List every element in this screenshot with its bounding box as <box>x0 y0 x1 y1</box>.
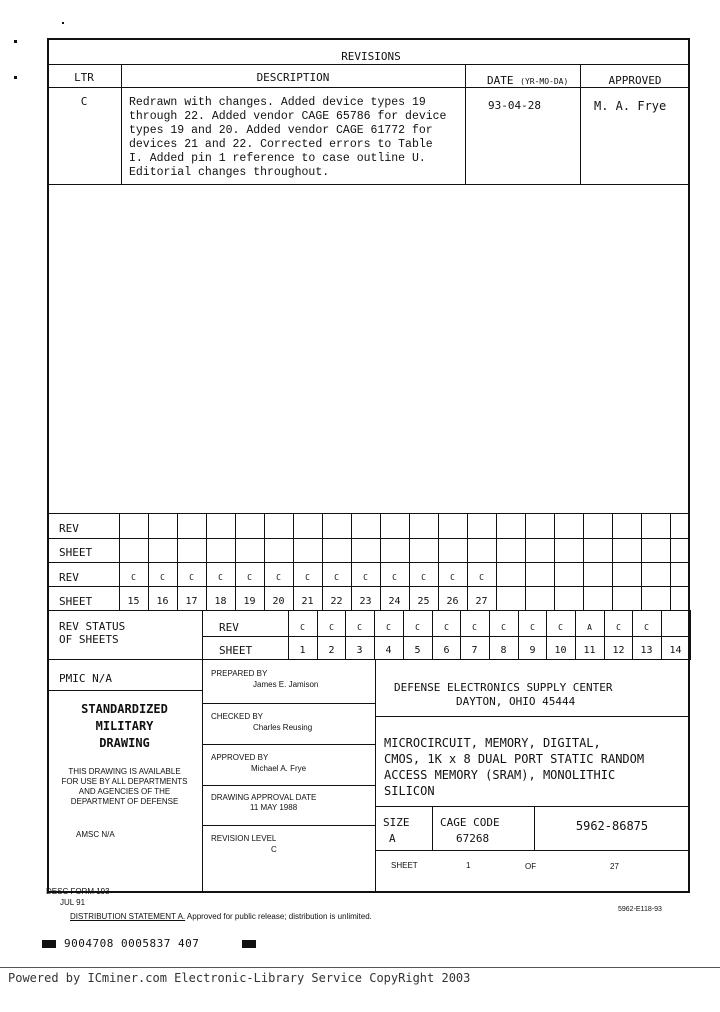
standardized-line-2: MILITARY <box>95 719 154 733</box>
size-label: SIZE <box>383 816 410 829</box>
grid-sheet-cell: 21 <box>301 596 314 607</box>
grid-rev-cell: C <box>472 623 477 632</box>
title-line-3: ACCESS MEMORY (SRAM), MONOLITHIC <box>384 768 616 782</box>
grid-rev-cell: C <box>334 573 339 582</box>
barcode-mark-right <box>242 940 256 948</box>
form-number: DESC FORM 193 <box>46 887 110 896</box>
center-address: DAYTON, OHIO 45444 <box>456 695 576 708</box>
grid-rev-cell: C <box>363 573 368 582</box>
barcode-mark-left <box>42 940 56 948</box>
grid-sheet-cell: 10 <box>554 645 567 656</box>
grid-sheet-cell: 14 <box>669 645 682 656</box>
of-sheets-label: OF SHEETS <box>59 633 119 646</box>
grid-sheet-cell: 13 <box>640 645 653 656</box>
grid-rev-cell: C <box>305 573 310 582</box>
revisions-title: REVISIONS <box>341 50 401 63</box>
amsc-label: AMSC N/A <box>76 830 115 839</box>
approval-date-label: DRAWING APPROVAL DATE <box>211 793 317 802</box>
cage-value: 67268 <box>456 832 490 845</box>
grid-rev-cell: C <box>444 623 449 632</box>
prepared-by-name: James E. Jamison <box>253 680 319 689</box>
revision-level-value: C <box>271 845 277 854</box>
title-line-2: CMOS, 1K x 8 DUAL PORT STATIC RANDOM <box>384 752 645 766</box>
grid-sheet-label-1: SHEET <box>59 546 93 559</box>
description-header: DESCRIPTION <box>256 71 330 84</box>
availability-line-3: AND AGENCIES OF THE <box>78 787 171 796</box>
distribution-statement <box>70 912 372 921</box>
grid-rev-label-2: REV <box>59 571 79 584</box>
grid-rev-cell: C <box>218 573 223 582</box>
grid-sheet-cell: 26 <box>446 596 459 607</box>
barcode-text: 9004708 0005837 407 <box>64 937 200 950</box>
grid-rev-cell: C <box>189 573 194 582</box>
footer-code: 5962-E118-93 <box>618 906 662 913</box>
revision-date: 93-04-28 <box>488 99 541 112</box>
grid-sheet-cell: 22 <box>330 596 343 607</box>
grid-rev-cell: C <box>450 573 455 582</box>
grid-sheet-cell: 11 <box>583 645 596 656</box>
total-sheets: 27 <box>610 862 619 871</box>
grid-sheet-cell: 3 <box>356 645 363 656</box>
rev-status-label: REV STATUS <box>59 620 126 633</box>
grid-rev-cell: C <box>644 623 649 632</box>
prepared-by-label: PREPARED BY <box>211 669 268 678</box>
distribution-label: DISTRIBUTION STATEMENT A. <box>70 912 186 921</box>
grid-sheet-cell: 12 <box>612 645 625 656</box>
grid-rev-cell: C <box>300 623 305 632</box>
checked-by-label: CHECKED BY <box>211 712 264 721</box>
grid-sheet-cell: 7 <box>471 645 478 656</box>
grid-rev-cell: C <box>616 623 621 632</box>
ltr-header: LTR <box>74 71 94 84</box>
standardized-line-3: DRAWING <box>99 736 150 750</box>
approved-by-label: APPROVED BY <box>211 753 269 762</box>
powered-by-footer: Powered by ICminer.com Electronic-Library Service CopyRight 2003 <box>8 971 471 985</box>
date-header: DATE (YR-MO-DA) <box>487 74 569 87</box>
revision-approver: M. A. Frye <box>594 99 667 113</box>
standardized-line-1: STANDARDIZED <box>81 702 168 716</box>
of-label: OF <box>525 862 537 871</box>
grid-sheet-cell: 2 <box>328 645 335 656</box>
revision-description: Redrawn with changes. Added device types 19 through 22. Added vendor CAGE 65786 for device types 19 and 20. Added vendor CAGE 61772 for devices 21 and 22. Corrected errors to Table I. Added pin 1 reference to case outline U. Editorial changes throughout. <box>129 96 447 179</box>
grid-sheet-cell: 9 <box>529 645 536 656</box>
grid-sheet-cell: 1 <box>299 645 306 656</box>
grid-rev-cell: C <box>247 573 252 582</box>
grid-sheet-cell: 20 <box>272 596 285 607</box>
distribution-text: Approved for public release; distribution is unlimited. <box>186 912 372 921</box>
grid-sheet-cell: 8 <box>500 645 507 656</box>
grid-sheet-label-2: SHEET <box>59 595 93 608</box>
approved-header: APPROVED <box>608 74 662 87</box>
grid-sheet-cell: 27 <box>475 596 488 607</box>
grid-rev-cell: C <box>479 573 484 582</box>
grid-sheet-cell: 4 <box>385 645 392 656</box>
grid-sheet-cell: 18 <box>214 596 227 607</box>
size-value: A <box>389 832 396 845</box>
grid-sheet-label-3: SHEET <box>219 644 253 657</box>
grid-rev-label-1: REV <box>59 522 79 535</box>
grid-rev-cell: C <box>160 573 165 582</box>
scan-mark <box>62 22 64 24</box>
grid-rev-cell: C <box>501 623 506 632</box>
document-number: 5962-86875 <box>575 819 649 833</box>
grid-rev-cell: C <box>131 573 136 582</box>
grid-sheet-cell: 25 <box>417 596 430 607</box>
grid-sheet-cell: 24 <box>388 596 401 607</box>
grid-rev-cell: C <box>392 573 397 582</box>
pmic-label: PMIC N/A <box>59 672 112 685</box>
revision-level-label: REVISION LEVEL <box>211 834 277 843</box>
grid-sheet-cell: 5 <box>414 645 421 656</box>
sheet-label: SHEET <box>391 861 418 870</box>
grid-rev-cell: C <box>357 623 362 632</box>
title-line-1: MICROCIRCUIT, MEMORY, DIGITAL, <box>384 736 601 750</box>
approved-by-name: Michael A. Frye <box>251 764 307 773</box>
grid-sheet-cell: 23 <box>359 596 372 607</box>
title-line-4: SILICON <box>384 784 435 798</box>
sheet-number: 1 <box>466 861 471 870</box>
grid-rev-cell: C <box>386 623 391 632</box>
grid-rev-cell: C <box>415 623 420 632</box>
grid-sheet-cell: 15 <box>127 596 140 607</box>
cage-label: CAGE CODE <box>440 816 500 829</box>
scan-mark <box>14 40 17 43</box>
grid-rev-cell: C <box>276 573 281 582</box>
grid-rev-cell: A <box>587 623 592 632</box>
availability-line-1: THIS DRAWING IS AVAILABLE <box>68 767 181 776</box>
grid-rev-cell: C <box>329 623 334 632</box>
grid-rev-label-3: REV <box>219 621 239 634</box>
grid-rev-cell: C <box>421 573 426 582</box>
checked-by-name: Charles Reusing <box>253 723 313 732</box>
scan-mark <box>14 76 17 79</box>
grid-sheet-cell: 16 <box>156 596 169 607</box>
grid-sheet-cell: 6 <box>443 645 450 656</box>
grid-rev-cell: C <box>530 623 535 632</box>
availability-line-2: FOR USE BY ALL DEPARTMENTS <box>61 777 188 786</box>
form-date: JUL 91 <box>60 898 86 907</box>
grid-sheet-cell: 19 <box>243 596 256 607</box>
approval-date-value: 11 MAY 1988 <box>250 803 298 812</box>
availability-line-4: DEPARTMENT OF DEFENSE <box>70 797 179 806</box>
revision-letter: C <box>80 95 88 108</box>
center-name: DEFENSE ELECTRONICS SUPPLY CENTER <box>394 681 613 694</box>
grid-sheet-cell: 17 <box>185 596 198 607</box>
grid-rev-cell: C <box>558 623 563 632</box>
